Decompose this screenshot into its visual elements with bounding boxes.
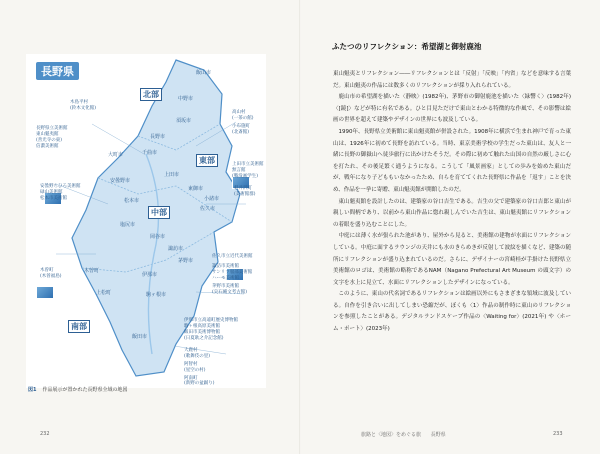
callout-label: 高山村 bbox=[232, 110, 246, 115]
callout-label: 大鹿村 bbox=[184, 348, 198, 353]
callout-label: (一茶の館) bbox=[232, 116, 254, 121]
paragraph: 東山魁夷とリフレクション――リフレクションとは「反射」「反映」「内省」などを意味する言葉だ。東山魁夷の作品には数多くのリフレクションが採り入れられている。 bbox=[333, 71, 571, 89]
city-label: 上松町 bbox=[96, 290, 112, 296]
callout-label: 佐久市立近代美術館 bbox=[212, 254, 253, 259]
callout-label: 上田市立美術館 bbox=[232, 162, 264, 167]
callout-label: 碌山美術館 bbox=[40, 190, 63, 195]
callout-label: 安曇野ちひろ美術館 bbox=[40, 184, 81, 189]
callout-label: 木島平村 bbox=[70, 100, 88, 105]
callout-label: 小布施町 bbox=[232, 124, 250, 129]
callout-label: 木曽町 bbox=[40, 268, 54, 273]
callout-label: (日夏耿之介記念館) bbox=[184, 336, 224, 341]
paragraph: 中庭には薄く水が張られた池があり、屋外から見ると、美術館の建物が水面にリフレクションしている。中庭に面するラウンジの天井にも水のきらめきが反射して波紋を描くなど、建築の随所にリフレクションが盛り込まれているのだ。さらに、デザイナーの宮崎桂が手掛けた長野県立美術館のロゴは、美術館の略称であるNAM（Nagano Prefectural Art Museum の頭文字）の文字を水上に見立て、水面にリフレクションしたデザインになっている。 bbox=[333, 233, 571, 286]
callout-label: 駒ヶ根高原美術館 bbox=[184, 324, 220, 329]
city-label: 伊那市 bbox=[142, 272, 158, 278]
callout-label: ハーモ美術館 bbox=[212, 276, 239, 281]
callout-label: 松本市美術館 bbox=[40, 196, 67, 201]
paragraph: 1990年、長野県立美術館に東山魁夷館が併設された。1908年に横浜で生まれ神戸で育った東山は、1926年に初めて長野を訪れている。当時、東京美術学校の学生だった東山は、友人と一緒に長野の御嶽山へ徒歩旅行に出かけたそうだ。その際に初めて触れた山国の自然の厳しさに心を打たれ、その後足繁く通うようになる。こうして「風景画家」としての歩みを始めた東山だが、戦年になり子どももいなかったため、自らを育ててくれた長野県に作品を「返す」ことを決め、作品を一挙に寄贈、東山魁夷館が開館したのだ。 bbox=[333, 128, 571, 193]
photo-thumbnail bbox=[36, 286, 54, 299]
page-number-left: 232 bbox=[40, 431, 50, 437]
region-label-north: 北部 bbox=[140, 88, 162, 101]
city-label: 佐久市 bbox=[200, 206, 216, 212]
page-number-right: 233 bbox=[553, 431, 563, 437]
running-head bbox=[361, 431, 446, 438]
running-head-title: 旅路と〈地図〉をめぐる旅 bbox=[361, 432, 422, 438]
city-label: 中野市 bbox=[178, 96, 194, 102]
callout-label: (戦没画学生) bbox=[232, 174, 259, 179]
callout-label: 諏訪市美術館 bbox=[212, 264, 239, 269]
callout-label: 軽井沢町 bbox=[234, 186, 252, 191]
callout-label: (尖石縄文考古館) bbox=[212, 290, 248, 295]
region-label-central: 中部 bbox=[148, 206, 170, 219]
city-label: 木曽町 bbox=[84, 268, 100, 274]
city-label: 大町市 bbox=[108, 152, 124, 158]
city-label: 松本市 bbox=[124, 198, 140, 204]
callout-label: 伊那市立高遠町歴史博物館 bbox=[184, 318, 238, 323]
callout-label: (北斎館) bbox=[232, 130, 250, 135]
section-heading: ふたつのリフレクション：希望湖と御射鹿池 bbox=[332, 42, 482, 51]
callout-label: (木曽福島) bbox=[40, 274, 62, 279]
city-label: 塩尻市 bbox=[120, 222, 136, 228]
paragraph: このように、東山の代名詞であるリフレクションは絵画以外にもさまざまな領域に波及している。自作を引き合いに出してしまい恐縮だが、ぼくも〈1〉作品の制作時に東山のリフレクションを参照したことがある。デジタルランドスケープ作品の〈Waiting for〉(2021年) や〈ホーム・ポート〉(2023年) bbox=[333, 291, 571, 333]
city-label: 飯田市 bbox=[132, 334, 148, 340]
city-label: 上田市 bbox=[164, 172, 180, 178]
city-label: 駒ヶ根市 bbox=[146, 292, 167, 298]
callout-label: (星空の村) bbox=[184, 368, 206, 373]
callout-label: サンリツ服部美術館 bbox=[212, 270, 253, 275]
callout-label: 飯田市美術博物館 bbox=[184, 330, 220, 335]
callout-label: 阿南町 bbox=[184, 376, 198, 381]
city-label: 安曇野市 bbox=[110, 178, 131, 184]
callout-label: 阿智村 bbox=[184, 362, 198, 367]
city-label: 諏訪市 bbox=[168, 246, 184, 252]
city-label: 東御市 bbox=[188, 186, 204, 192]
region-label-east: 東部 bbox=[196, 154, 218, 167]
city-label: 岡谷市 bbox=[150, 234, 166, 240]
callout-label: (美術館群) bbox=[234, 192, 256, 197]
figure-caption-label: 図1 bbox=[28, 387, 37, 393]
figure-caption-text: 作品展示が置かれた長野県全域の地図 bbox=[42, 387, 128, 393]
callout-label: 信濃美術館 bbox=[36, 144, 59, 149]
figure-caption bbox=[28, 386, 128, 393]
page-gutter bbox=[299, 0, 301, 454]
region-label-south: 南部 bbox=[68, 320, 90, 333]
callout-label: (新野の盆踊り) bbox=[184, 381, 215, 386]
city-label: 須坂市 bbox=[176, 118, 192, 124]
running-head-sub: 長野県 bbox=[430, 432, 446, 438]
callout-label: (歌舞伎の里) bbox=[184, 354, 211, 359]
city-label: 千曲市 bbox=[142, 150, 158, 156]
city-label: 小諸市 bbox=[204, 196, 220, 202]
callout-label: 東山魁夷館 bbox=[36, 132, 59, 137]
callout-label: 無言館 bbox=[232, 168, 246, 173]
paragraph: 鹿山市の希望湖を描いた〈静映〉(1982年)、茅野市の御射鹿池を描いた〈緑響く〉(1982年)〈[鏡]〉などが特に有名である。ひと目見ただけで東山とわかる特徴的な作風で、その影響は絵画の世界を超えて建築やデザインの世界にも波及している。 bbox=[333, 94, 571, 124]
callout-label: 茅野市美術館 bbox=[212, 284, 239, 289]
city-label: 長野市 bbox=[150, 134, 166, 140]
prefecture-title: 長野県 bbox=[36, 62, 79, 80]
city-label: 飯山市 bbox=[196, 70, 212, 76]
body-text bbox=[333, 69, 571, 336]
paragraph: 東山魁夷館を設計したのは、建築家の谷口吉生である。吉生の父で建築家の谷口吉郎と東山が親しい間柄であり、以前から東山作品に惚れ親しんでいた吉生は、東山魁夷館にリフレクションの着眼を盛り込むことにした。 bbox=[333, 198, 571, 228]
callout-label: (善光寺の東) bbox=[36, 138, 63, 143]
city-label: 茅野市 bbox=[178, 258, 194, 264]
callout-label: 長野県立美術館 bbox=[36, 126, 68, 131]
callout-label: (鈴木文化館) bbox=[70, 106, 97, 111]
